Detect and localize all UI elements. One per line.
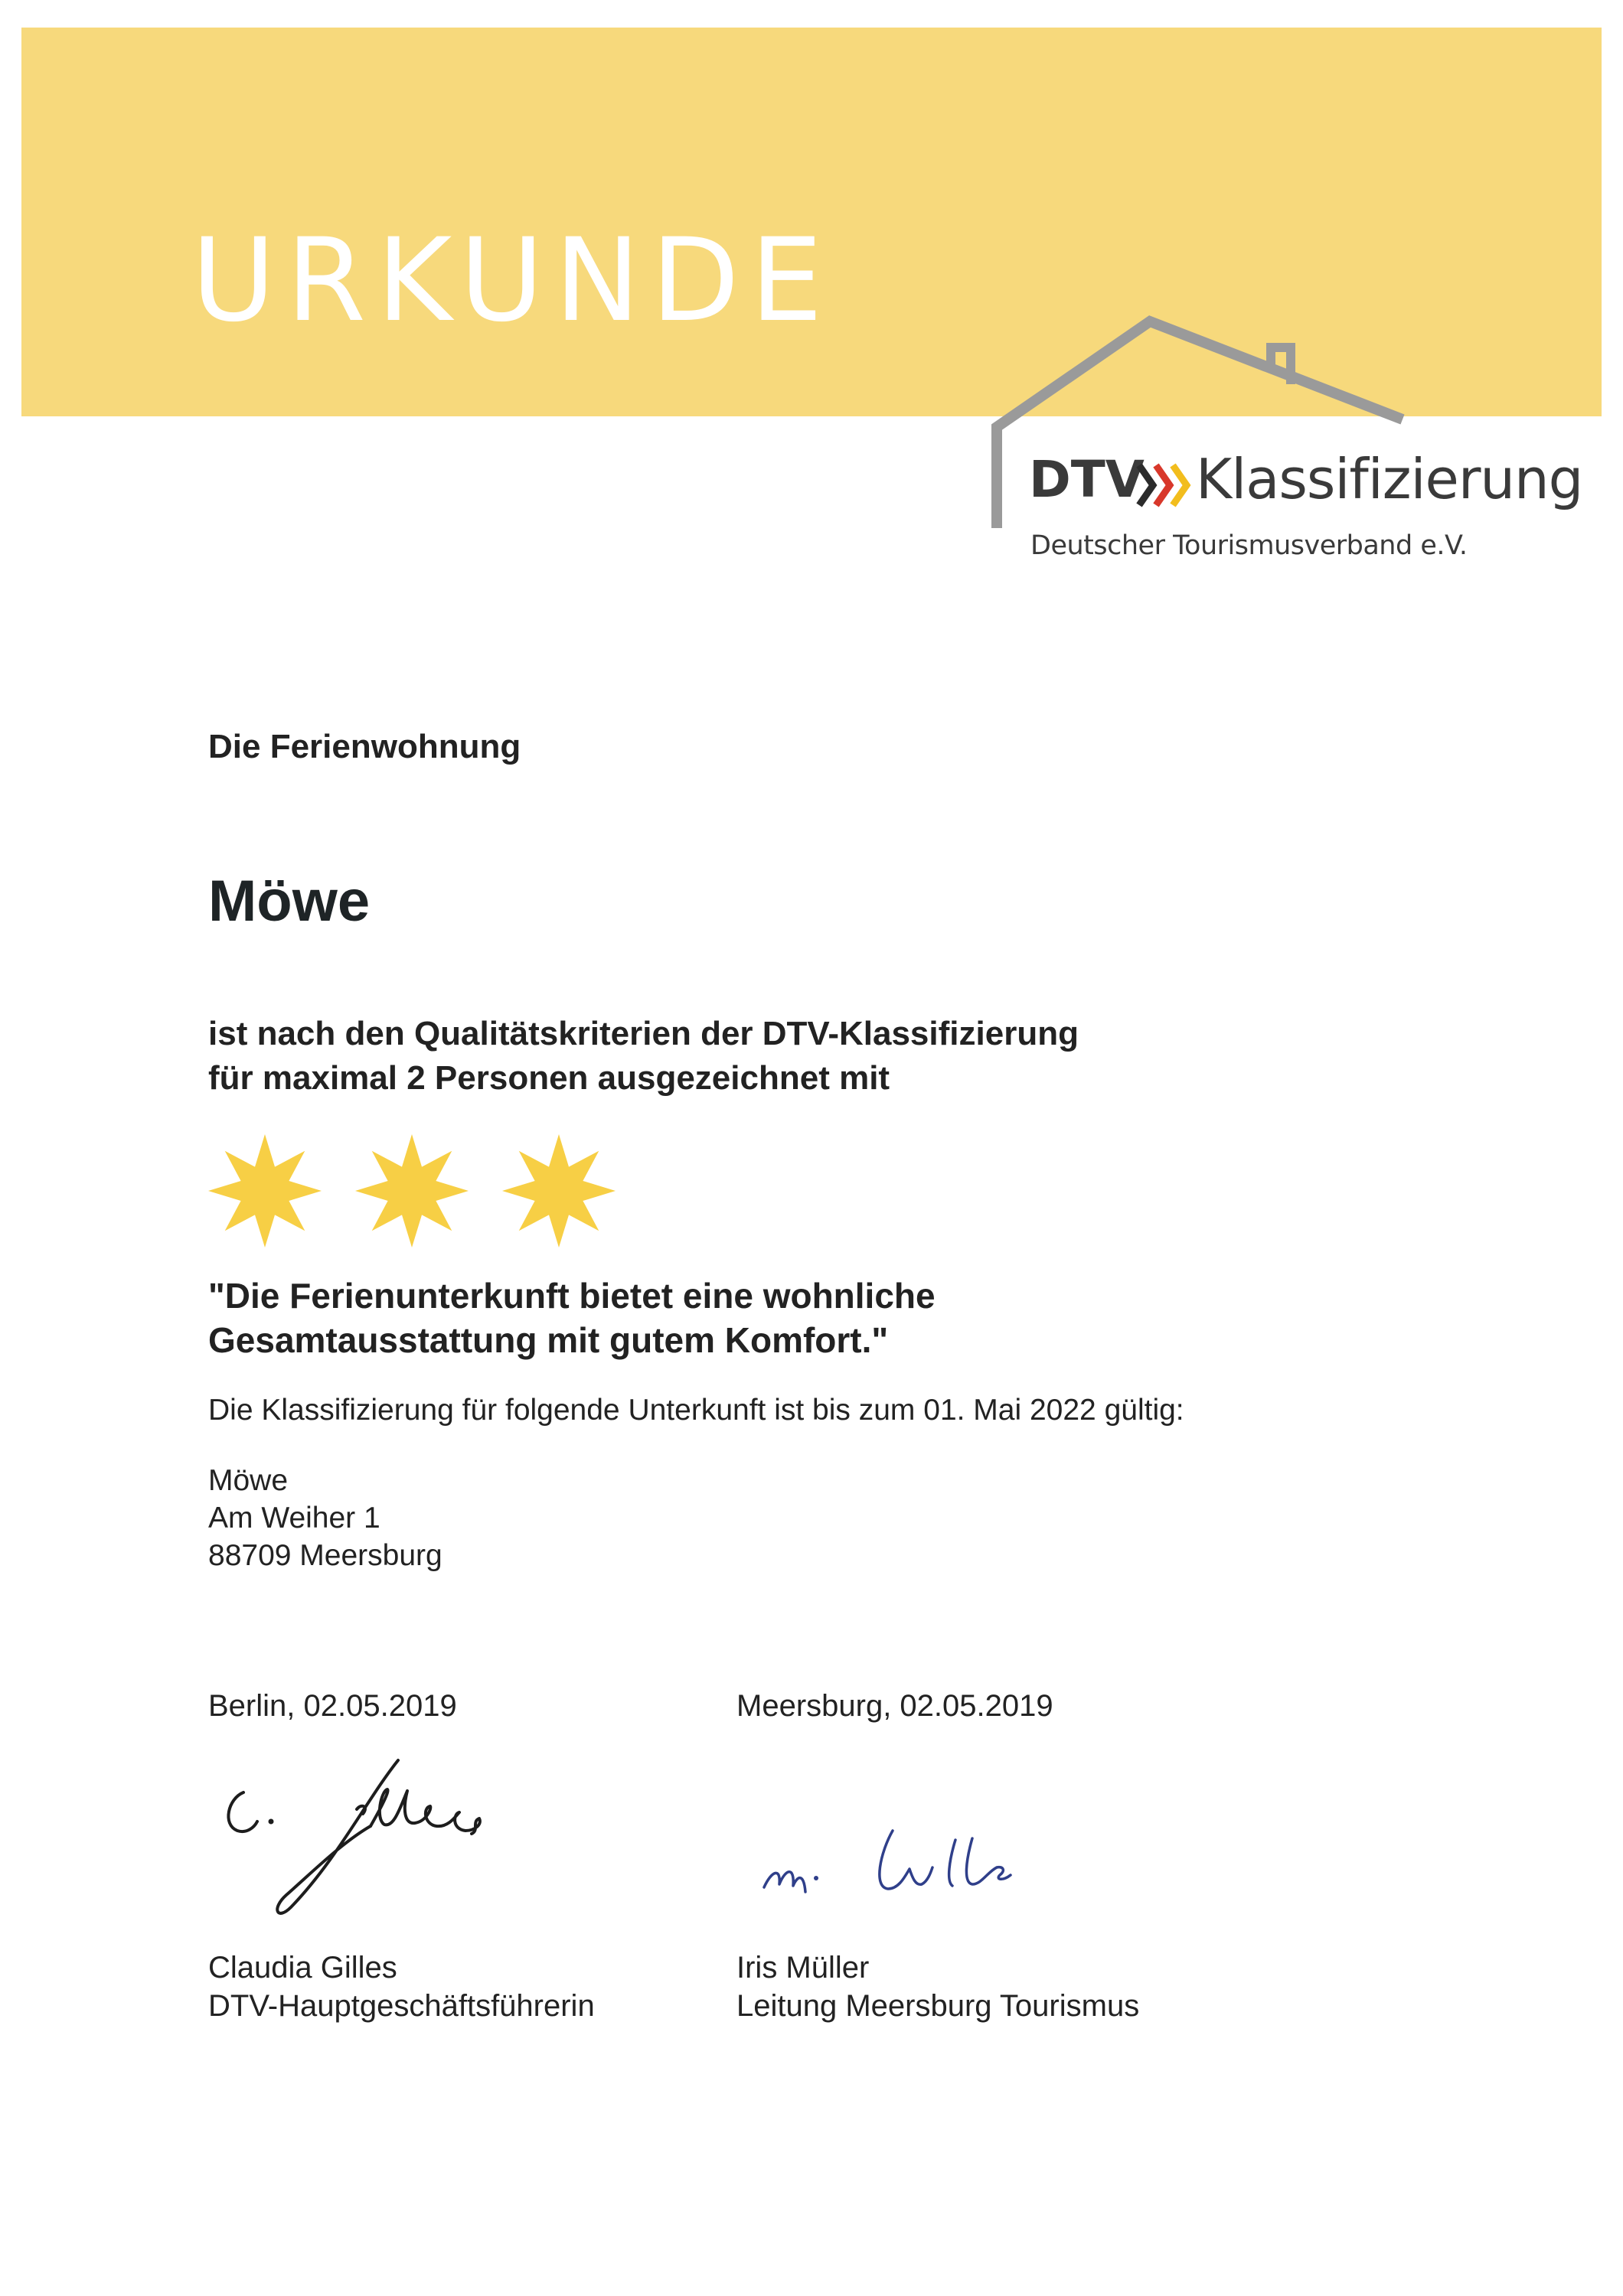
- left-place-date: Berlin, 02.05.2019: [208, 1689, 457, 1723]
- right-signer-name: Iris Müller: [736, 1951, 870, 1985]
- left-signer-role: DTV-Hauptgeschäftsführerin: [208, 1989, 595, 2023]
- quote-line-2: Gesamtausstattung mit gutem Komfort.": [208, 1320, 889, 1360]
- right-signer-role: Leitung Meersburg Tourismus: [736, 1989, 1140, 2023]
- logo-name: Klassifizierung: [1196, 447, 1583, 511]
- star-icon: [355, 1134, 469, 1247]
- address-name: Möwe: [208, 1464, 289, 1497]
- right-signer: [736, 1949, 1139, 2025]
- criteria-line-1: ist nach den Qualitätskriterien der DTV-Klassifizierung: [208, 1015, 1079, 1052]
- document-title: URKUNDE: [191, 214, 834, 347]
- criteria-line-2: für maximal 2 Personen ausgezeichnet mit: [208, 1059, 890, 1097]
- left-signature: [207, 1745, 567, 1929]
- right-signature: [758, 1821, 1064, 1936]
- quote-text: [208, 1274, 936, 1362]
- criteria-text: [208, 1012, 1079, 1101]
- left-signer-name: Claudia Gilles: [208, 1951, 397, 1985]
- star-rating: [205, 1131, 634, 1251]
- house-outline-icon: [0, 0, 1623, 612]
- logo-brand: DTV: [1029, 450, 1145, 509]
- triple-chevron-icon: [1136, 461, 1194, 510]
- quote-line-1: "Die Ferienunterkunft bietet eine wohnliche: [208, 1276, 936, 1316]
- address-street: Am Weiher 1: [208, 1502, 380, 1534]
- left-signer: [208, 1949, 595, 2025]
- address-city: 88709 Meersburg: [208, 1539, 442, 1572]
- property-name: Möwe: [208, 869, 371, 934]
- star-icon: [208, 1134, 322, 1247]
- address-block: [208, 1462, 442, 1574]
- lead-text: Die Ferienwohnung: [208, 728, 521, 765]
- validity-text: Die Klassifizierung für folgende Unterkunft ist bis zum 01. Mai 2022 gültig:: [208, 1394, 1184, 1427]
- logo-subtitle: Deutscher Tourismusverband e.V.: [1030, 530, 1468, 561]
- right-place-date: Meersburg, 02.05.2019: [736, 1689, 1053, 1723]
- star-icon: [502, 1134, 616, 1247]
